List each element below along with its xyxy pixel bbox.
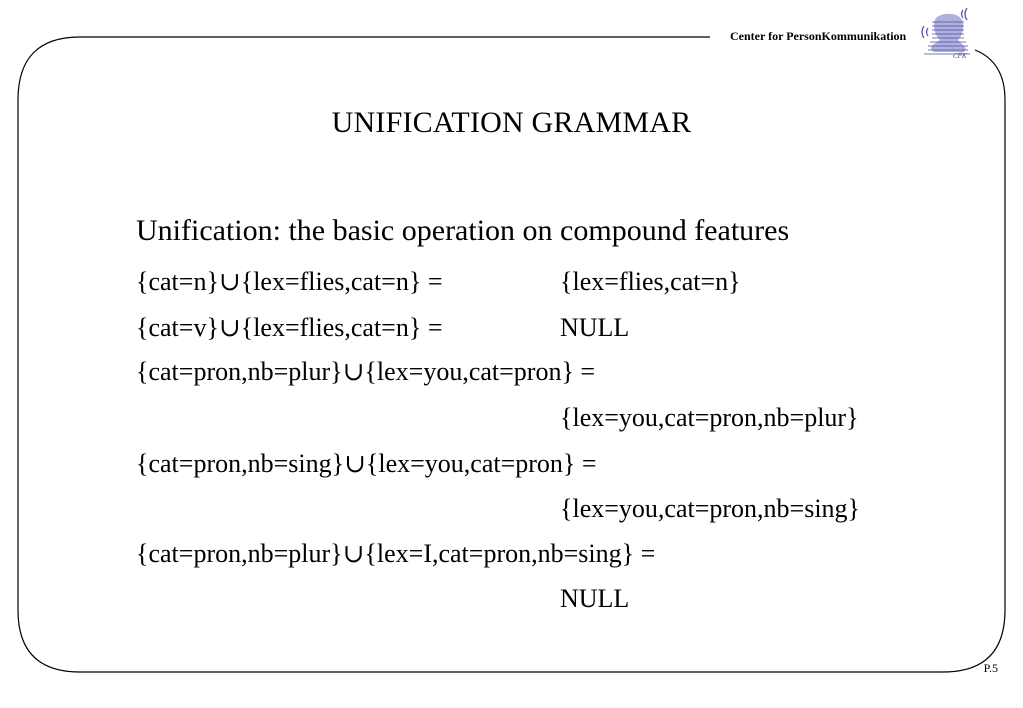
slide-subtitle: Unification: the basic operation on compound features <box>136 214 790 247</box>
rule-rhs-2: NULL <box>560 313 630 342</box>
rule-lhs-3: {cat=pron,nb=plur}∪{lex=you,cat=pron} = <box>136 357 596 386</box>
slide-title: UNIFICATION GRAMMAR <box>331 106 692 139</box>
rule-lhs-5: {cat=pron,nb=sing}∪{lex=you,cat=pron} = <box>136 449 597 478</box>
logo-caption: CPK <box>953 52 967 60</box>
rule-rhs-4: {lex=you,cat=pron,nb=plur} <box>560 403 859 432</box>
center-name: Center for PersonKommunikation <box>724 29 912 44</box>
rule-rhs-8: NULL <box>560 584 630 613</box>
rule-lhs-2: {cat=v}∪{lex=flies,cat=n} = <box>136 313 443 342</box>
cpk-logo-icon <box>918 6 982 64</box>
rule-lhs-1: {cat=n}∪{lex=flies,cat=n} = <box>136 267 443 296</box>
rule-rhs-1: {lex=flies,cat=n} <box>560 267 741 296</box>
rule-lhs-7: {cat=pron,nb=plur}∪{lex=I,cat=pron,nb=sing} = <box>136 539 656 568</box>
rule-rhs-6: {lex=you,cat=pron,nb=sing} <box>560 494 861 523</box>
page-number: P.5 <box>983 661 998 675</box>
